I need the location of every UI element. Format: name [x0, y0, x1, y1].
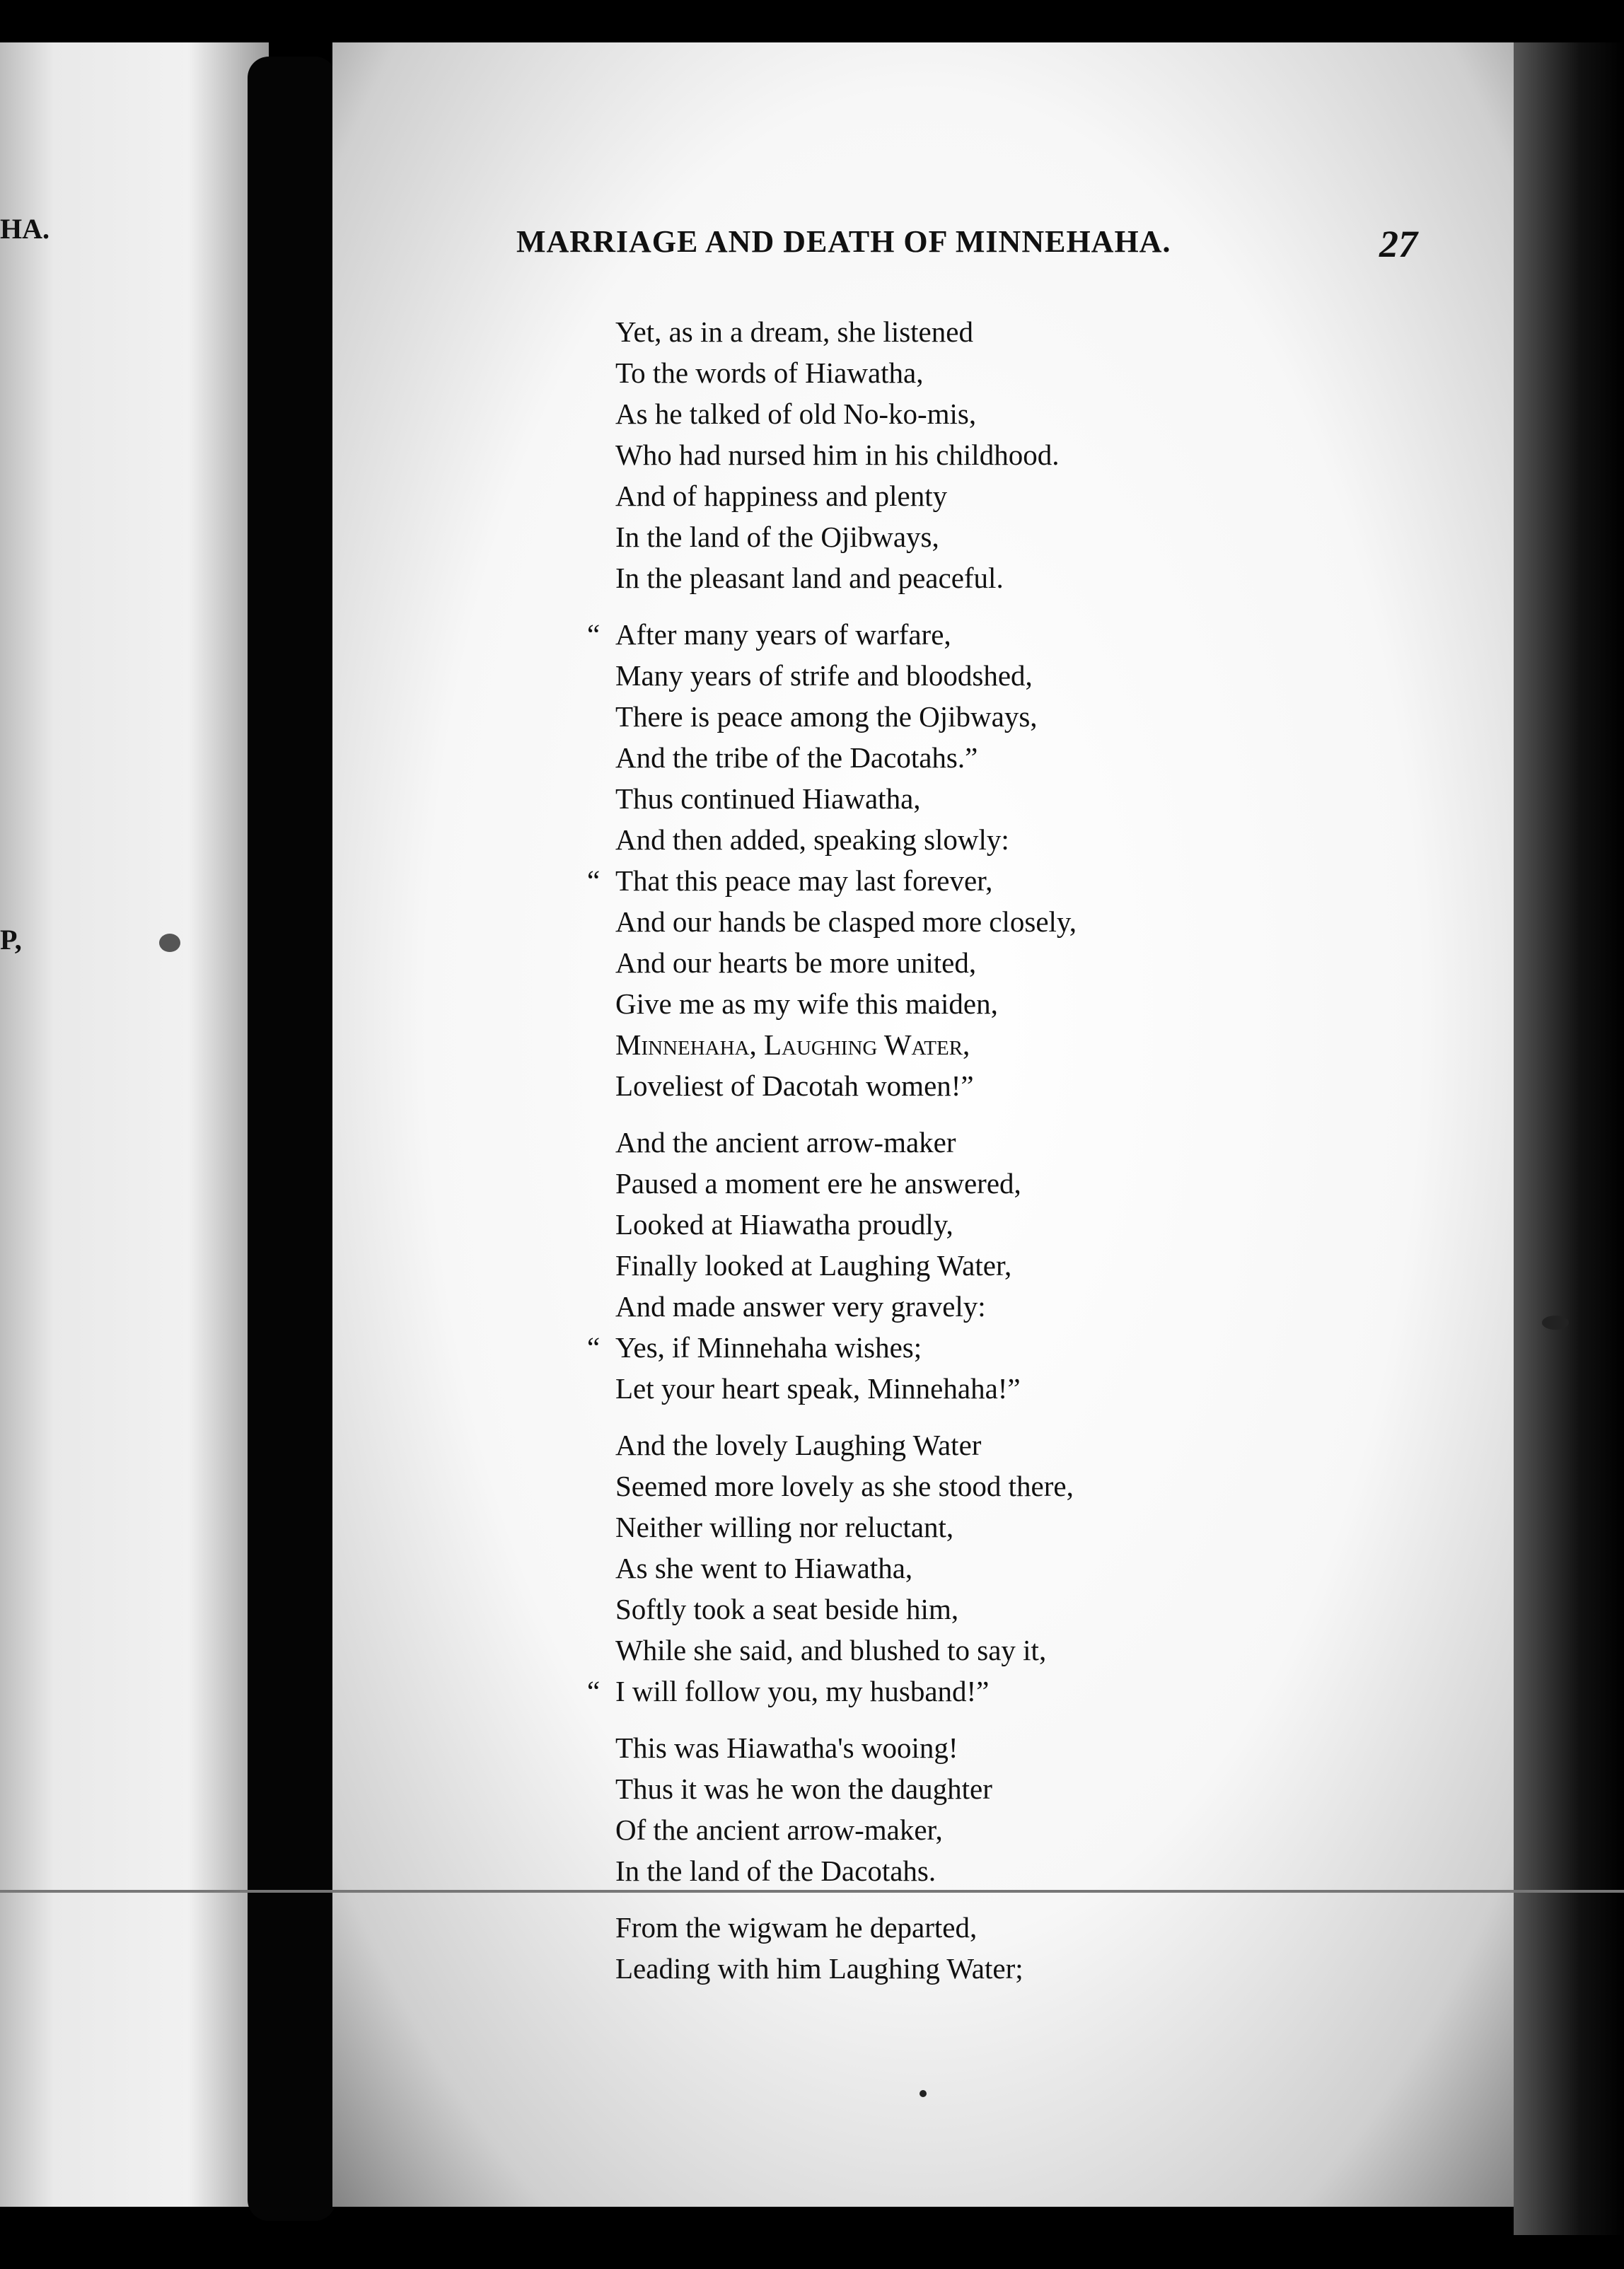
right-page-edge-shadow [1514, 42, 1624, 2235]
poem-line [615, 1507, 1393, 1548]
line-text: Of the ancient arrow-maker, [615, 1814, 943, 1846]
line-text: From the wigwam he departed, [615, 1911, 978, 1944]
poem-line [615, 1065, 1393, 1106]
line-text: As she went to Hiawatha, [615, 1552, 913, 1584]
poem-line [615, 1024, 1393, 1065]
line-text: Yet, as in a dream, she listened [615, 315, 973, 348]
poem-line [615, 1466, 1393, 1507]
poem-line [615, 1368, 1393, 1409]
book-gutter [248, 57, 336, 2221]
stanza [587, 1122, 1393, 1409]
poem-line [615, 1727, 1393, 1768]
line-text: Neither willing nor reluctant, [615, 1511, 954, 1543]
poem-line [615, 1548, 1393, 1589]
line-text: Who had nursed him in his childhood. [615, 439, 1060, 471]
opening-quote: “ [587, 864, 601, 897]
line-text: And our hands be clasped more closely, [615, 905, 1077, 938]
poem-line [615, 1768, 1393, 1809]
line-text: And the ancient arrow-maker [615, 1126, 956, 1159]
line-text: I will follow you, my husband!” [615, 1675, 990, 1707]
line-text: In the land of the Ojibways, [615, 521, 939, 553]
stanza [615, 1907, 1393, 1989]
left-page-fragment-mid: P, [0, 924, 22, 956]
poem-line [615, 1122, 1393, 1163]
poem-line [615, 696, 1393, 737]
line-text: Many years of strife and bloodshed, [615, 659, 1033, 692]
poem-line [615, 942, 1393, 983]
line-text: Looked at Hiawatha proudly, [615, 1208, 953, 1241]
line-text: And our hearts be more united, [615, 946, 977, 979]
poem-line [615, 352, 1393, 393]
poem-line [615, 516, 1393, 557]
poem-line [615, 1809, 1393, 1850]
poem-line [587, 614, 1393, 655]
poem-line [615, 393, 1393, 434]
poem-line [615, 1245, 1393, 1286]
line-text: And the tribe of the Dacotahs.” [615, 741, 978, 774]
line-text: Give me as my wife this maiden, [615, 987, 998, 1020]
line-text: Seemed more lovely as she stood there, [615, 1470, 1074, 1502]
poem-line [615, 655, 1393, 696]
line-text: And made answer very gravely: [615, 1290, 986, 1323]
line-text: And of happiness and plenty [615, 480, 948, 512]
line-text: In the pleasant land and peaceful. [615, 562, 1004, 594]
poem-line [587, 1671, 1393, 1712]
page-number: 27 [1379, 223, 1417, 265]
opening-quote: “ [587, 618, 601, 651]
line-text: This was Hiawatha's wooing! [615, 1731, 958, 1764]
line-text: Yes, if Minnehaha wishes; [615, 1331, 922, 1364]
poem-line [615, 434, 1393, 475]
page-header [516, 224, 1436, 266]
line-text: Thus it was he won the daughter [615, 1772, 992, 1805]
line-text: As he talked of old No-ko-mis, [615, 397, 977, 430]
line-text: Leading with him Laughing Water; [615, 1952, 1023, 1985]
stanza [587, 614, 1393, 1106]
poem-line [615, 819, 1393, 860]
opening-quote: “ [587, 1331, 601, 1364]
line-text: Paused a moment ere he answered, [615, 1167, 1021, 1200]
opening-quote: “ [587, 1675, 601, 1707]
left-page-fragment-top: HA. [0, 213, 50, 245]
line-text: In the land of the Dacotahs. [615, 1855, 936, 1887]
line-text: Minnehaha, Laughing Water, [615, 1028, 970, 1061]
line-text: Thus continued Hiawatha, [615, 782, 921, 815]
line-text: To the words of Hiawatha, [615, 356, 924, 389]
line-text: While she said, and blushed to say it, [615, 1634, 1047, 1666]
ink-blot [920, 2090, 927, 2097]
poem-line [615, 1850, 1393, 1891]
stanza [615, 1727, 1393, 1891]
poem-line [615, 1630, 1393, 1671]
poem-text [587, 311, 1393, 2004]
poem-line [587, 1327, 1393, 1368]
line-text: And then added, speaking slowly: [615, 823, 1009, 856]
ink-blot [1542, 1316, 1569, 1330]
line-text: Finally looked at Laughing Water, [615, 1249, 1012, 1282]
poem-line [615, 1589, 1393, 1630]
poem-line [615, 311, 1393, 352]
running-head: MARRIAGE AND DEATH OF MINNEHAHA. [516, 224, 1171, 259]
stanza [587, 1424, 1393, 1712]
line-text: That this peace may last forever, [615, 864, 993, 897]
poem-line [615, 983, 1393, 1024]
poem-line [615, 475, 1393, 516]
poem-line [615, 1286, 1393, 1327]
line-text: Loveliest of Dacotah women!” [615, 1069, 974, 1102]
line-text: There is peace among the Ojibways, [615, 700, 1038, 733]
poem-line [615, 1424, 1393, 1466]
stanza [615, 311, 1393, 598]
poem-line [615, 1204, 1393, 1245]
poem-line [615, 1907, 1393, 1948]
line-text: Let your heart speak, Minnehaha!” [615, 1372, 1021, 1405]
poem-line [615, 1163, 1393, 1204]
previous-page-edge [0, 42, 269, 2207]
poem-line [615, 901, 1393, 942]
poem-line [615, 557, 1393, 598]
poem-line [587, 860, 1393, 901]
line-text: After many years of warfare, [615, 618, 951, 651]
poem-line [615, 1948, 1393, 1989]
scan-line-artifact [0, 1890, 1624, 1893]
line-text: Softly took a seat beside him, [615, 1593, 959, 1625]
line-text: And the lovely Laughing Water [615, 1429, 982, 1461]
poem-line [615, 737, 1393, 778]
poem-line [615, 778, 1393, 819]
ink-blot [159, 934, 180, 952]
